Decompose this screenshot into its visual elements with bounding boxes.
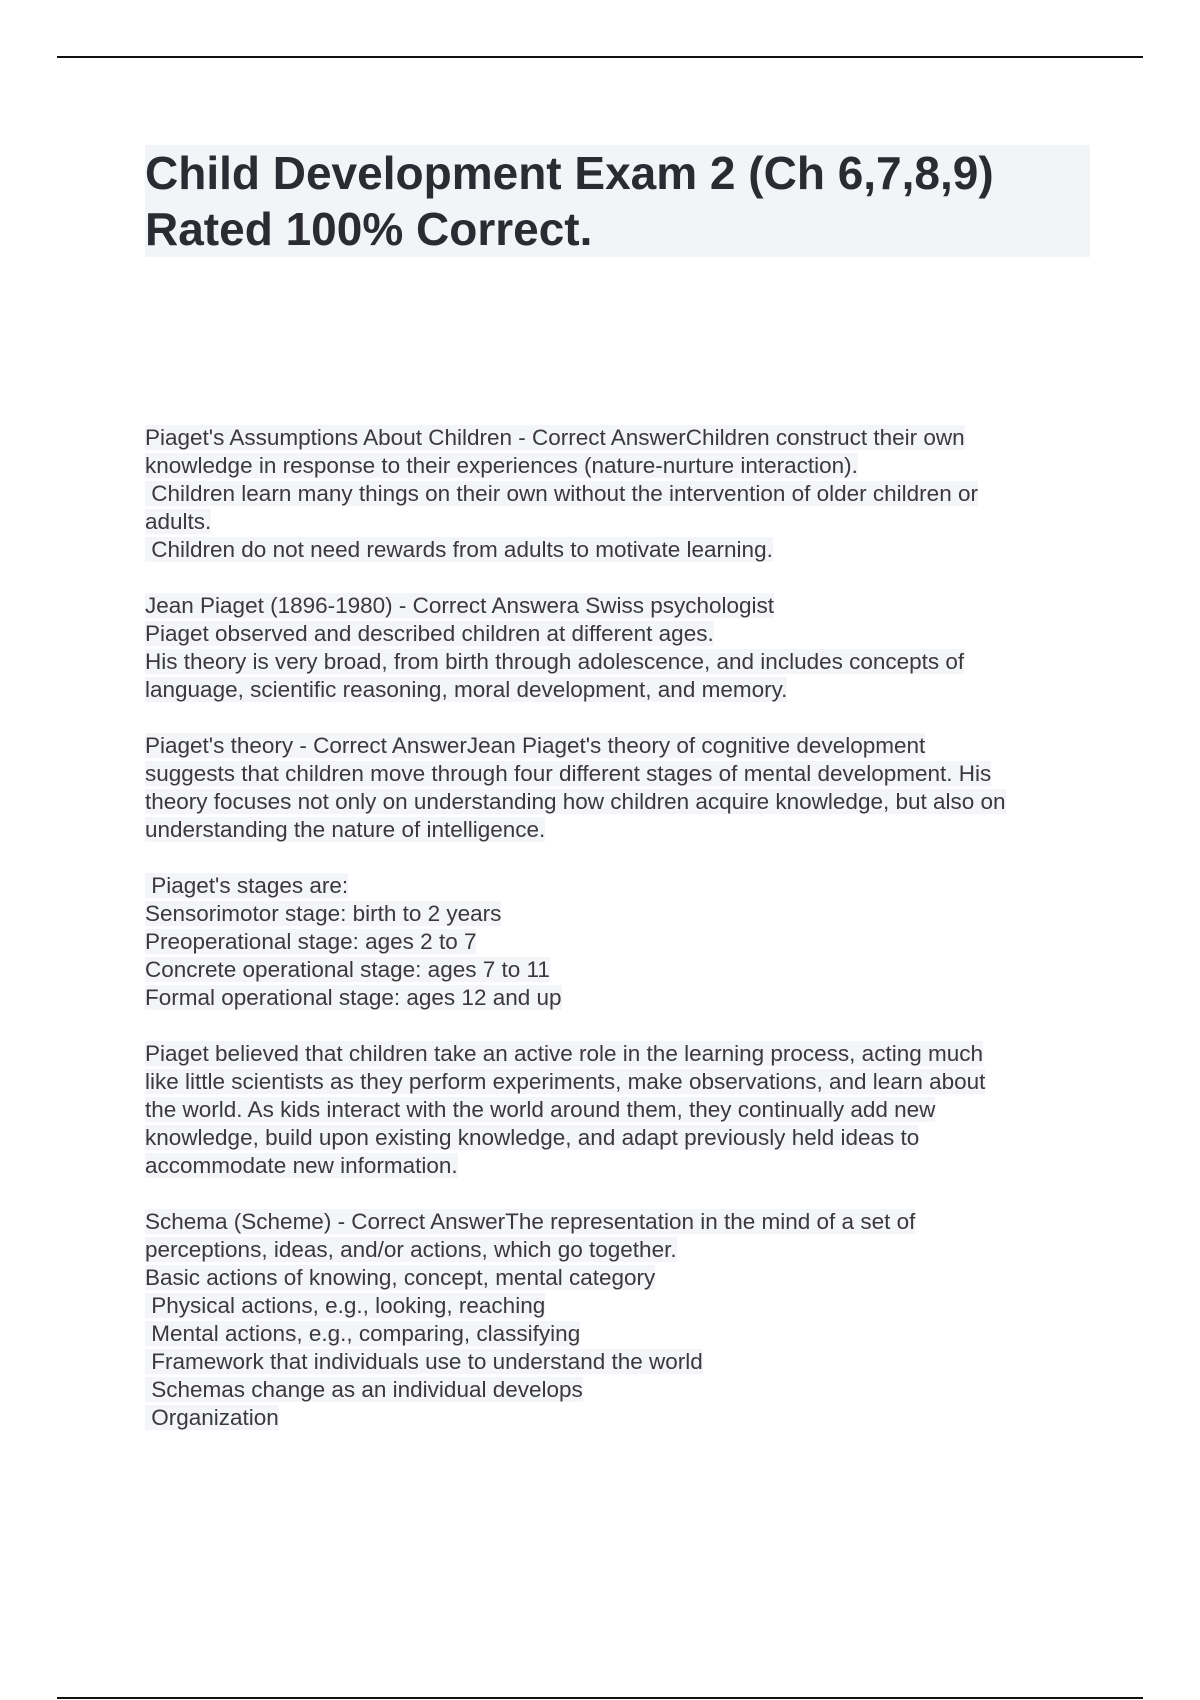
paragraph-line	[145, 1404, 1085, 1432]
paragraph-line	[145, 1376, 1085, 1404]
paragraph-line	[145, 452, 1085, 480]
paragraph-block	[145, 424, 1085, 564]
paragraph-line	[145, 760, 1085, 788]
paragraph-line	[145, 1208, 1085, 1236]
paragraph-line-text: Concrete operational stage: ages 7 to 11	[145, 957, 550, 982]
paragraph-line-text: theory focuses not only on understanding how children acquire knowledge, but also on	[145, 789, 1006, 814]
document-body	[145, 424, 1085, 1460]
paragraph-line	[145, 480, 1085, 508]
paragraph-line-text: Sensorimotor stage: birth to 2 years	[145, 901, 502, 926]
paragraph-line-text: Schemas change as an individual develops	[145, 1377, 583, 1402]
paragraph-line	[145, 1320, 1085, 1348]
paragraph-line	[145, 816, 1085, 844]
paragraph-line-text: language, scientific reasoning, moral development, and memory.	[145, 677, 788, 702]
paragraph-line	[145, 1264, 1085, 1292]
paragraph-line	[145, 1096, 1085, 1124]
paragraph-line-text: Piaget's stages are:	[145, 873, 349, 898]
paragraph-line-text: Schema (Scheme) - Correct AnswerThe representation in the mind of a set of	[145, 1209, 916, 1234]
paragraph-line-text: His theory is very broad, from birth through adolescence, and includes concepts of	[145, 649, 965, 674]
paragraph-line	[145, 1040, 1085, 1068]
paragraph-line-text: knowledge, build upon existing knowledge, and adapt previously held ideas to	[145, 1125, 920, 1150]
paragraph-line	[145, 1152, 1085, 1180]
paragraph-line-text: Children learn many things on their own without the intervention of older children or	[145, 481, 978, 506]
paragraph-line-text: Piaget's theory - Correct AnswerJean Piaget's theory of cognitive development	[145, 733, 926, 758]
paragraph-line	[145, 1124, 1085, 1152]
paragraph-line	[145, 676, 1085, 704]
paragraph-line-text: Piaget believed that children take an active role in the learning process, acting much	[145, 1041, 983, 1066]
paragraph-line	[145, 732, 1085, 760]
paragraph-block	[145, 1040, 1085, 1180]
paragraph-line	[145, 1236, 1085, 1264]
paragraph-line-text: Preoperational stage: ages 2 to 7	[145, 929, 477, 954]
paragraph-line	[145, 592, 1085, 620]
paragraph-line	[145, 620, 1085, 648]
paragraph-line	[145, 424, 1085, 452]
paragraph-line	[145, 872, 1085, 900]
paragraph-line-text: accommodate new information.	[145, 1153, 458, 1178]
paragraph-line	[145, 928, 1085, 956]
paragraph-line	[145, 1348, 1085, 1376]
paragraph-line	[145, 536, 1085, 564]
bottom-rule	[57, 1697, 1143, 1699]
paragraph-line-text: Formal operational stage: ages 12 and up	[145, 985, 562, 1010]
paragraph-block	[145, 872, 1085, 1012]
paragraph-line	[145, 1068, 1085, 1096]
paragraph-line-text: Physical actions, e.g., looking, reaching	[145, 1293, 546, 1318]
paragraph-line-text: perceptions, ideas, and/or actions, which go together.	[145, 1237, 677, 1262]
paragraph-line-text: like little scientists as they perform experiments, make observations, and learn about	[145, 1069, 986, 1094]
paragraph-line-text: Basic actions of knowing, concept, mental category	[145, 1265, 656, 1290]
paragraph-line	[145, 508, 1085, 536]
paragraph-line-text: the world. As kids interact with the world around them, they continually add new	[145, 1097, 936, 1122]
title-line-1: Child Development Exam 2 (Ch 6,7,8,9)	[145, 145, 1090, 201]
paragraph-line-text: Mental actions, e.g., comparing, classifying	[145, 1321, 581, 1346]
paragraph-line-text: Jean Piaget (1896-1980) - Correct Answera Swiss psychologist	[145, 593, 775, 618]
paragraph-line-text: knowledge in response to their experiences (nature-nurture interaction).	[145, 453, 858, 478]
paragraph-line	[145, 648, 1085, 676]
paragraph-line-text: understanding the nature of intelligence.	[145, 817, 546, 842]
paragraph-line-text: suggests that children move through four different stages of mental development. His	[145, 761, 992, 786]
paragraph-line-text: Piaget observed and described children at different ages.	[145, 621, 714, 646]
paragraph-block	[145, 732, 1085, 844]
paragraph-line-text: Children do not need rewards from adults to motivate learning.	[145, 537, 773, 562]
paragraph-line-text: adults.	[145, 509, 212, 534]
paragraph-block	[145, 1208, 1085, 1432]
title-line-2: Rated 100% Correct.	[145, 201, 1090, 257]
paragraph-block	[145, 592, 1085, 704]
paragraph-line-text: Organization	[145, 1405, 279, 1430]
paragraph-line-text: Piaget's Assumptions About Children - Correct AnswerChildren construct their own	[145, 425, 965, 450]
paragraph-line	[145, 788, 1085, 816]
paragraph-line	[145, 984, 1085, 1012]
top-rule	[57, 56, 1143, 58]
page-title	[145, 145, 1090, 257]
paragraph-line	[145, 956, 1085, 984]
paragraph-line-text: Framework that individuals use to understand the world	[145, 1349, 703, 1374]
paragraph-line	[145, 1292, 1085, 1320]
paragraph-line	[145, 900, 1085, 928]
